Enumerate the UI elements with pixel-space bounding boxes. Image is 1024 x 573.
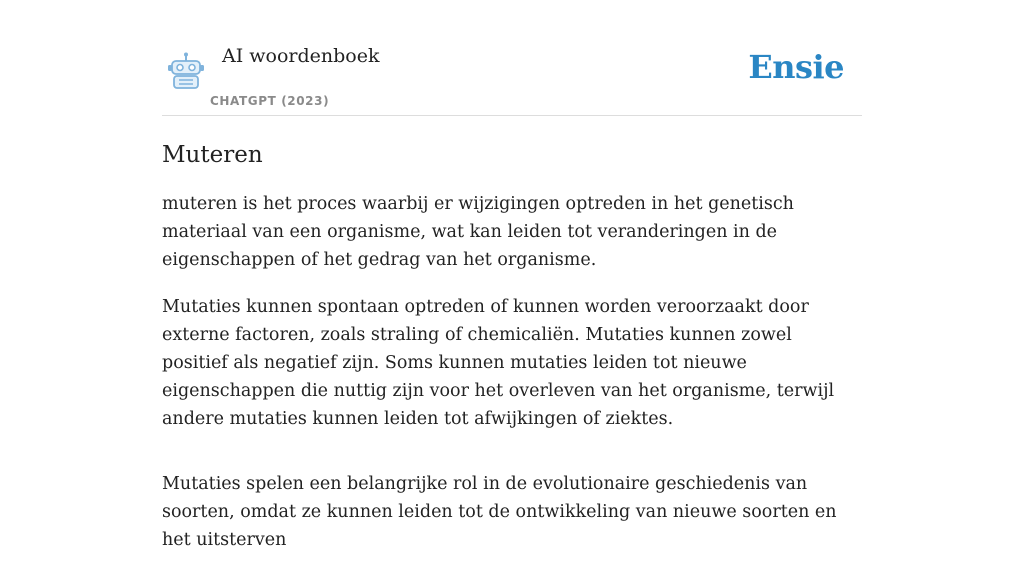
robot-icon [166,52,206,90]
entry-paragraph: Mutaties spelen een belangrijke rol in de evolutionaire geschiedenis van soorten, omdat ze kunnen leiden tot de ontwikkeling van nieuwe soorten en het uitsterven [162,474,837,550]
entry-title: Muteren [162,142,263,168]
entry-paragraph: Mutaties kunnen spontaan optreden of kunnen worden veroorzaakt door externe factoren, zoals straling of chemicaliën. Mutaties kunnen zowel positief als negatief zijn. Soms kunnen mutaties leiden tot nieuwe eigenschappen die nuttig zijn voor het overleven van het organisme, terwijl andere mutaties kunnen leiden tot afwijkingen of ziektes. [162,297,835,429]
ensie-logo[interactable]: Ensie [748,48,844,86]
source-meta: CHATGPT (2023) [210,94,330,108]
entry-card [162,0,862,573]
source-name: AI woordenboek [222,45,380,67]
entry-paragraph: muteren is het proces waarbij er wijzigingen optreden in het genetisch materiaal van een organisme, wat kan leiden tot veranderingen in de eigenschappen of het gedrag van het organisme. [162,194,794,270]
entry-body [162,190,862,554]
entry-header [162,0,862,116]
